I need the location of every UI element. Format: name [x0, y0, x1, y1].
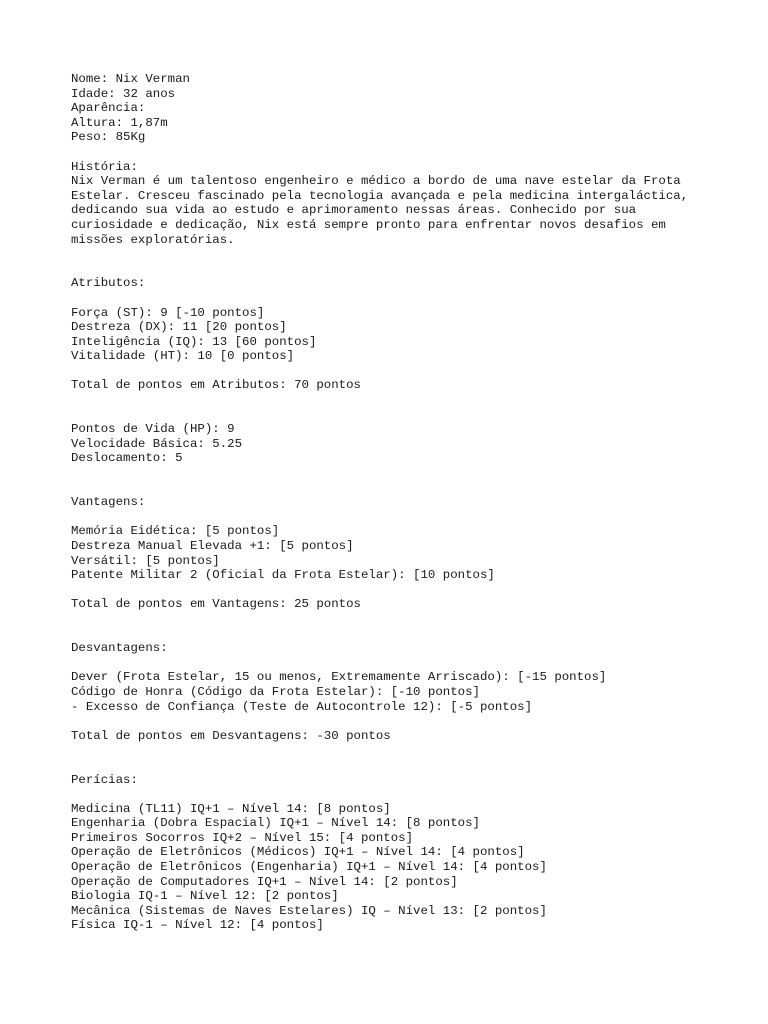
- peso-line: Peso: 85Kg: [71, 130, 146, 145]
- pericias-title: Perícias:: [71, 772, 138, 787]
- aparencia-line: Aparência:: [71, 101, 146, 116]
- pericia-item: Operação de Eletrônicos (Engenharia) IQ+1 – Nível 14: [4 pontos]: [71, 860, 547, 875]
- atributo-item: Força (ST): 9 [-10 pontos]: [71, 305, 265, 320]
- historia-title: História:: [71, 159, 138, 174]
- header-block: [71, 72, 768, 145]
- historia-line: missões exploratórias.: [71, 232, 235, 247]
- secundario-item: Velocidade Básica: 5.25: [71, 436, 243, 451]
- vantagem-item: Memória Eidética: [5 pontos]: [71, 524, 280, 539]
- desvantagem-item: - Excesso de Confiança (Teste de Autocontrole 12): [-5 pontos]: [71, 699, 533, 714]
- atributos-title: Atributos:: [71, 276, 146, 291]
- pericia-item: Medicina (TL11) IQ+1 – Nível 14: [8 pontos]: [71, 801, 391, 816]
- pericia-item: Primeiros Socorros IQ+2 – Nível 15: [4 pontos]: [71, 830, 414, 845]
- desvantagens-title: Desvantagens:: [71, 641, 168, 656]
- vantagens-title: Vantagens:: [71, 495, 146, 510]
- atributo-item: Inteligência (IQ): 13 [60 pontos]: [71, 334, 317, 349]
- pericia-item: Operação de Eletrônicos (Médicos) IQ+1 – Nível 14: [4 pontos]: [71, 845, 525, 860]
- secundario-item: Pontos de Vida (HP): 9: [71, 422, 235, 437]
- atributo-item: Vitalidade (HT): 10 [0 pontos]: [71, 349, 295, 364]
- historia-section: [71, 160, 768, 248]
- nome-line: Nome: Nix Verman: [71, 72, 190, 86]
- desvantagens-total: Total de pontos em Desvantagens: -30 pontos: [71, 728, 391, 743]
- secundario-item: Deslocamento: 5: [71, 451, 183, 466]
- atributos-total: Total de pontos em Atributos: 70 pontos: [71, 378, 361, 393]
- pericia-item: Física IQ-1 – Nível 12: [4 pontos]: [71, 918, 324, 933]
- historia-line: Estelar. Cresceu fascinado pela tecnologia avançada e pela medicina intergaláctica,: [71, 188, 689, 203]
- atributo-item: Destreza (DX): 11 [20 pontos]: [71, 320, 287, 335]
- altura-line: Altura: 1,87m: [71, 115, 168, 130]
- vantagens-total: Total de pontos em Vantagens: 25 pontos: [71, 597, 361, 612]
- secundarios-section: [71, 422, 768, 466]
- pericias-section: [71, 773, 768, 934]
- desvantagem-item: Código de Honra (Código da Frota Estelar): [-10 pontos]: [71, 684, 480, 699]
- pericia-item: Biologia IQ-1 – Nível 12: [2 pontos]: [71, 889, 339, 904]
- vantagem-item: Destreza Manual Elevada +1: [5 pontos]: [71, 539, 354, 553]
- historia-line: Nix Verman é um talentoso engenheiro e médico a bordo de uma nave estelar da Frota: [71, 174, 681, 189]
- desvantagem-item: Dever (Frota Estelar, 15 ou menos, Extremamente Arriscado): [-15 pontos]: [71, 670, 607, 685]
- vantagens-section: [71, 495, 768, 612]
- pericia-item: Mecânica (Sistemas de Naves Estelares) IQ – Nível 13: [2 pontos]: [71, 903, 547, 918]
- desvantagens-section: [71, 641, 768, 743]
- atributos-section: [71, 276, 768, 393]
- historia-line: dedicando sua vida ao estudo e aprimoramento nessas áreas. Conhecido por sua: [71, 203, 637, 218]
- pericia-item: Operação de Computadores IQ+1 – Nível 14: [2 pontos]: [71, 874, 458, 889]
- pericia-item: Engenharia (Dobra Espacial) IQ+1 – Nível 14: [8 pontos]: [71, 816, 480, 831]
- vantagem-item: Versátil: [5 pontos]: [71, 553, 220, 568]
- historia-line: curiosidade e dedicação, Nix está sempre pronto para enfrentar novos desafios em: [71, 217, 666, 232]
- idade-line: Idade: 32 anos: [71, 86, 176, 101]
- vantagem-item: Patente Militar 2 (Oficial da Frota Estelar): [10 pontos]: [71, 568, 495, 583]
